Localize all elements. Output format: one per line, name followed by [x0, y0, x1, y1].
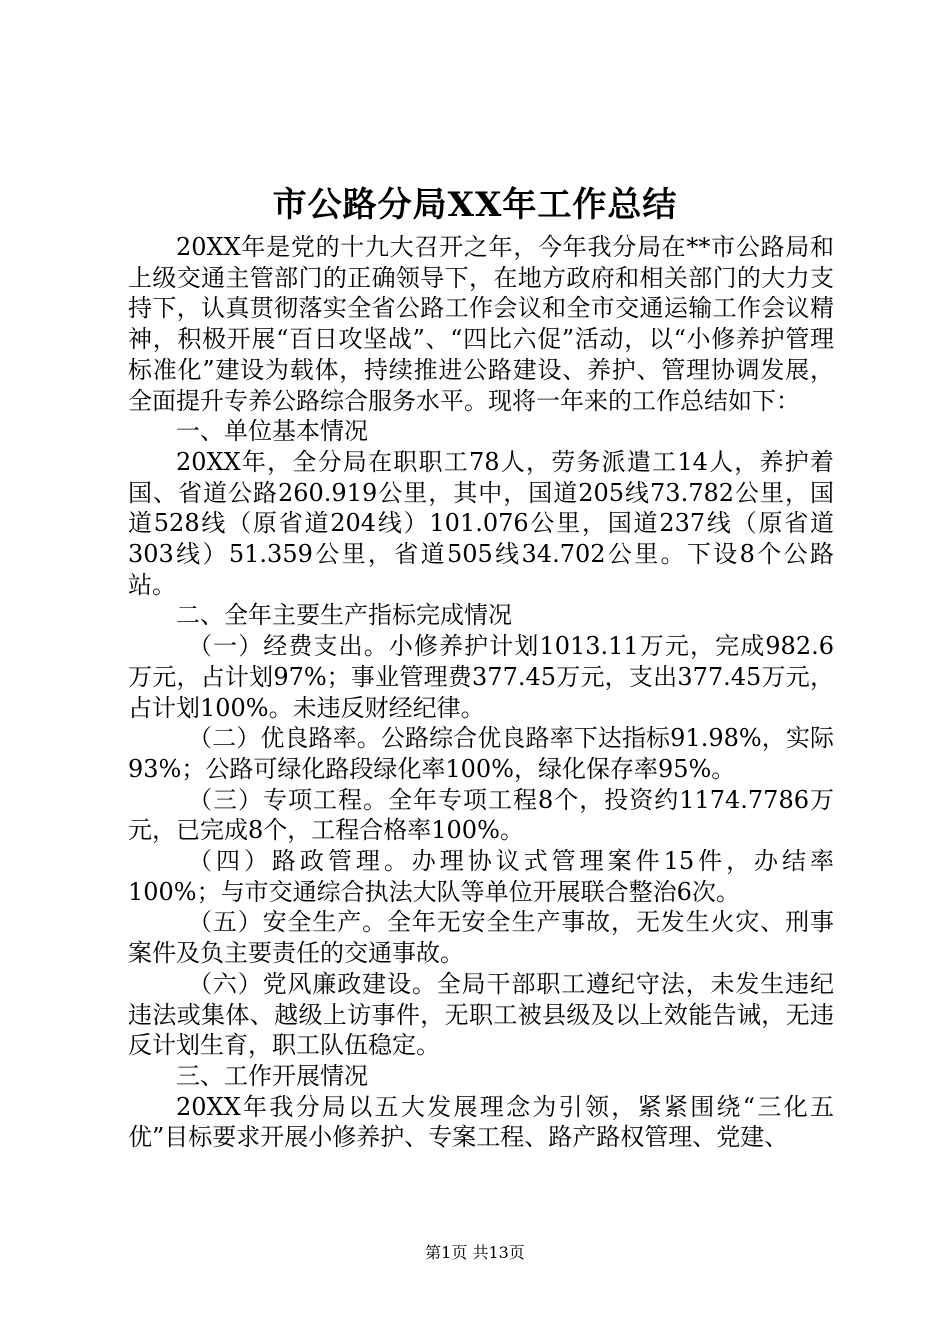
work-progress-paragraph: 20XX年我分局以五大发展理念为引领，紧紧围绕“三化五优”目标要求开展小修养护、专案工程、路产路权管理、党建、: [128, 1092, 834, 1152]
intro-paragraph: 20XX年是党的十九大召开之年，今年我分局在**市公路局和上级交通主管部门的正确领导下，在地方政府和相关部门的大力支持下，认真贯彻落实全省公路工作会议和全市交通运输工作会议精神，积极开展“百日攻坚战”、“四比六促”活动，以“小修养护管理标准化”建设为载体，持续推进公路建设、养护、管理协调发展，全面提升专养公路综合服务水平。现将一年来的工作总结如下：: [128, 233, 834, 415]
document-title: 市公路分局XX年工作总结: [272, 185, 678, 225]
document-body: [128, 232, 834, 1153]
road-quality-paragraph: （二）优良路率。公路综合优良路率下达指标91.98%，实际93%；公路可绿化路段绿化率100%，绿化保存率95%。: [128, 724, 834, 783]
basic-info-paragraph: 20XX年，全分局在职职工78人，劳务派遣工14人，养护着国、省道公路260.919公里，其中，国道205线73.782公里，国道528线（原省道204线）101.076公里，国道237线（原省道303线）51.359公里，省道505线34.702公里。下设8个公路站。: [128, 447, 834, 599]
page-number-footer: 第1页 共13页: [425, 1243, 525, 1262]
section-heading-2: 二、全年主要生产指标完成情况: [176, 601, 512, 630]
safety-paragraph: （五）安全生产。全年无安全生产事故，无发生火灾、刑事案件及负主要责任的交通事故。: [128, 908, 834, 968]
funding-paragraph: （一）经费支出。小修养护计划1013.11万元，完成982.6万元，占计划97%；事业管理费377.45万元，支出377.45万元，占计划100%。未违反财经纪律。: [128, 632, 834, 722]
section-heading-3: 三、工作开展情况: [176, 1061, 368, 1090]
section-heading-1: 一、单位基本情况: [176, 417, 368, 446]
road-administration-paragraph: （四）路政管理。办理协议式管理案件15件，办结率100%；与市交通综合执法大队等单位开展联合整治6次。: [128, 847, 834, 906]
special-projects-paragraph: （三）专项工程。全年专项工程8个，投资约1174.7786万元，已完成8个，工程合格率100%。: [128, 785, 834, 845]
party-conduct-paragraph: （六）党风廉政建设。全局干部职工遵纪守法，未发生违纪违法或集体、越级上访事件，无职工被县级及以上效能告诫，无违反计划生育，职工队伍稳定。: [128, 969, 834, 1060]
